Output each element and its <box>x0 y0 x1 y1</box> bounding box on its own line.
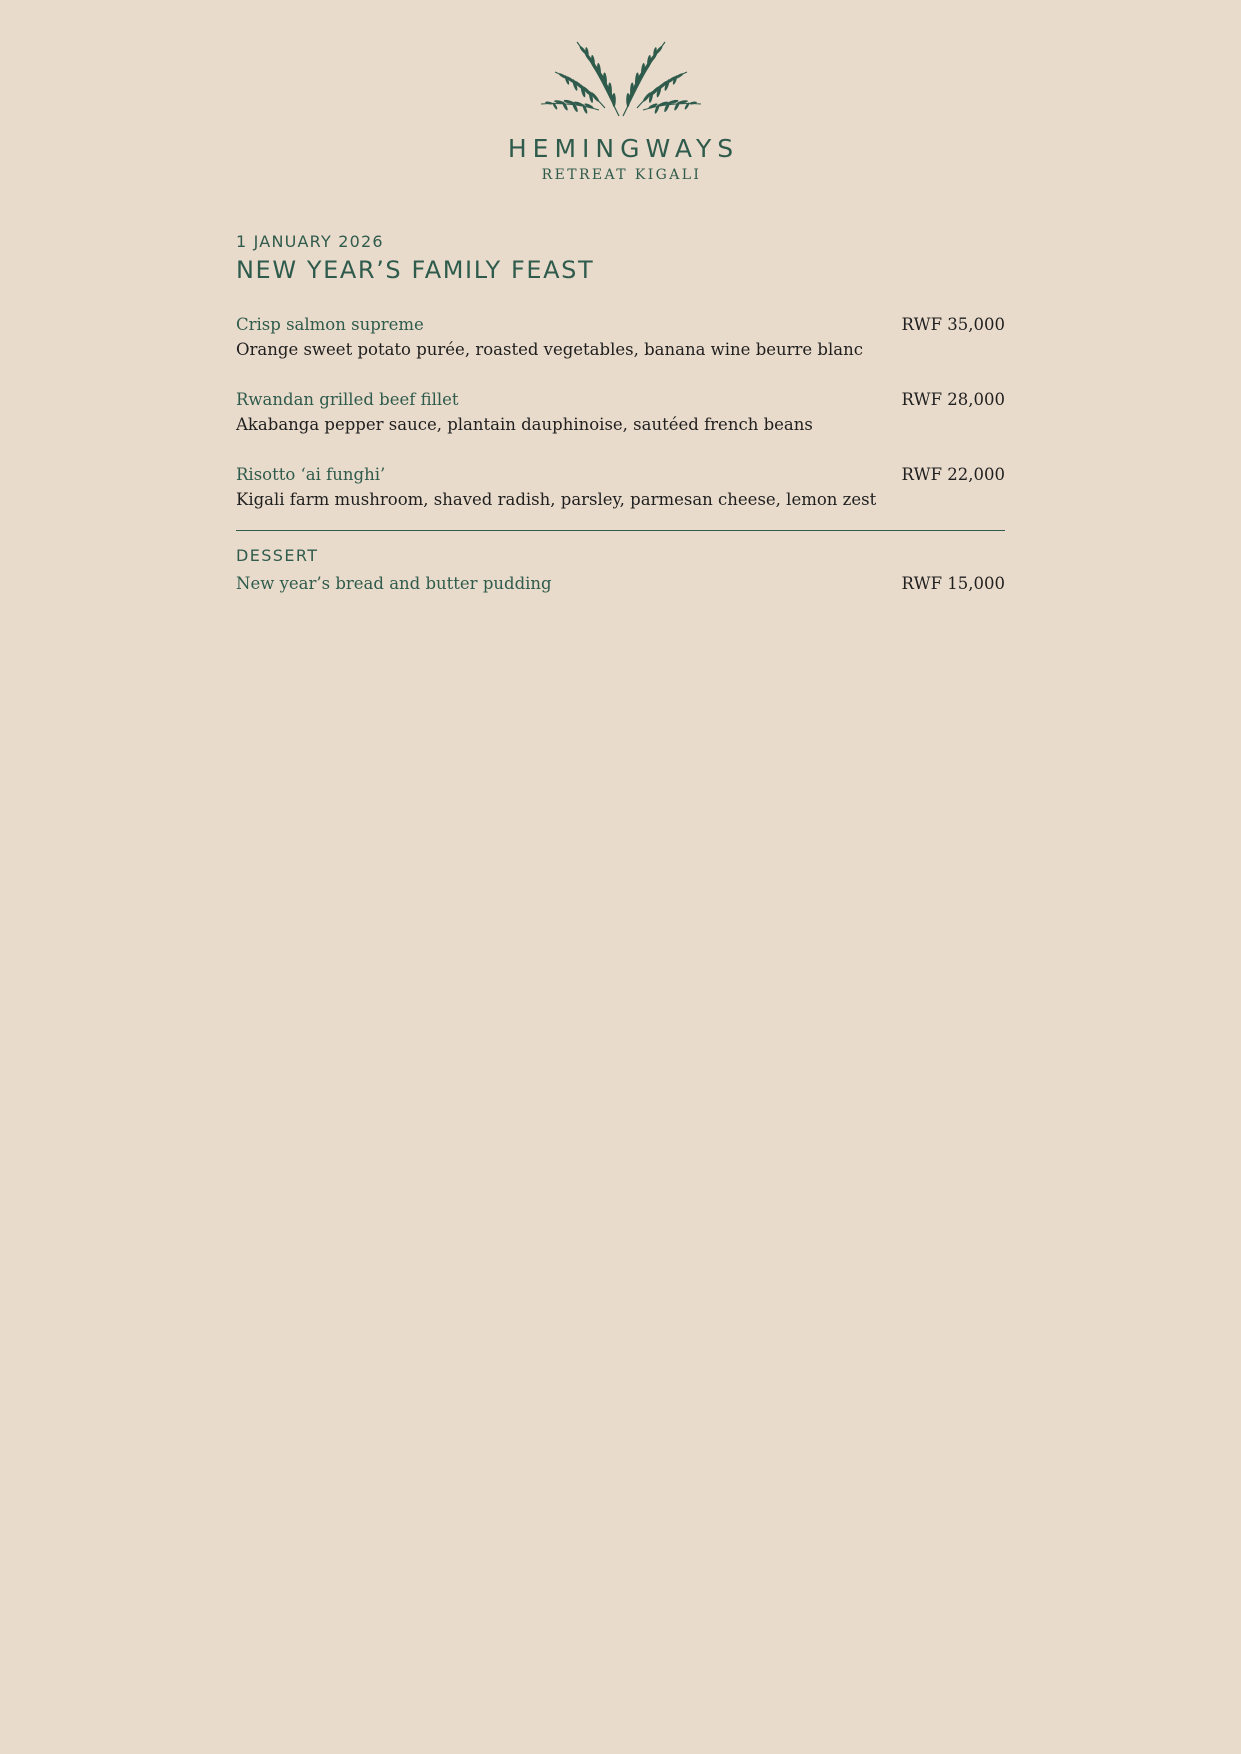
menu-item-description: Orange sweet potato purée, roasted vegetables, banana wine beurre blanc <box>236 340 863 359</box>
menu-item-description: Akabanga pepper sauce, plantain dauphinoise, sautéed french beans <box>236 415 813 434</box>
menu-item-description: Kigali farm mushroom, shaved radish, parsley, parmesan cheese, lemon zest <box>236 490 877 509</box>
menu-item <box>236 312 1005 362</box>
dessert-item-name: New year’s bread and butter pudding <box>236 574 552 593</box>
menu-item-price: RWF 28,000 <box>901 390 1005 409</box>
menu-item-name: Risotto ‘ai funghi’ <box>236 465 386 484</box>
menu-items <box>236 312 1005 512</box>
menu-item-row <box>236 387 1005 412</box>
brand-name: HEMINGWAYS <box>507 134 740 163</box>
menu-item-row <box>236 462 1005 487</box>
brand-logo <box>0 38 1241 183</box>
menu-content <box>236 232 1005 596</box>
menu-item-price: RWF 22,000 <box>901 465 1005 484</box>
dessert-heading: DESSERT <box>236 546 319 565</box>
menu-title: NEW YEAR’S FAMILY FEAST <box>236 256 595 284</box>
menu-item-price: RWF 35,000 <box>901 315 1005 334</box>
section-divider <box>236 530 1005 531</box>
menu-item <box>236 387 1005 437</box>
menu-item-row <box>236 312 1005 337</box>
palm-leaves-icon <box>539 38 703 118</box>
dessert-item-price: RWF 15,000 <box>901 574 1005 593</box>
dessert-item-row <box>236 571 1005 596</box>
menu-item <box>236 462 1005 512</box>
brand-subtitle: RETREAT KIGALI <box>541 167 702 183</box>
menu-date: 1 JANUARY 2026 <box>236 232 384 251</box>
menu-item-name: Crisp salmon supreme <box>236 315 424 334</box>
menu-item-name: Rwandan grilled beef fillet <box>236 390 459 409</box>
